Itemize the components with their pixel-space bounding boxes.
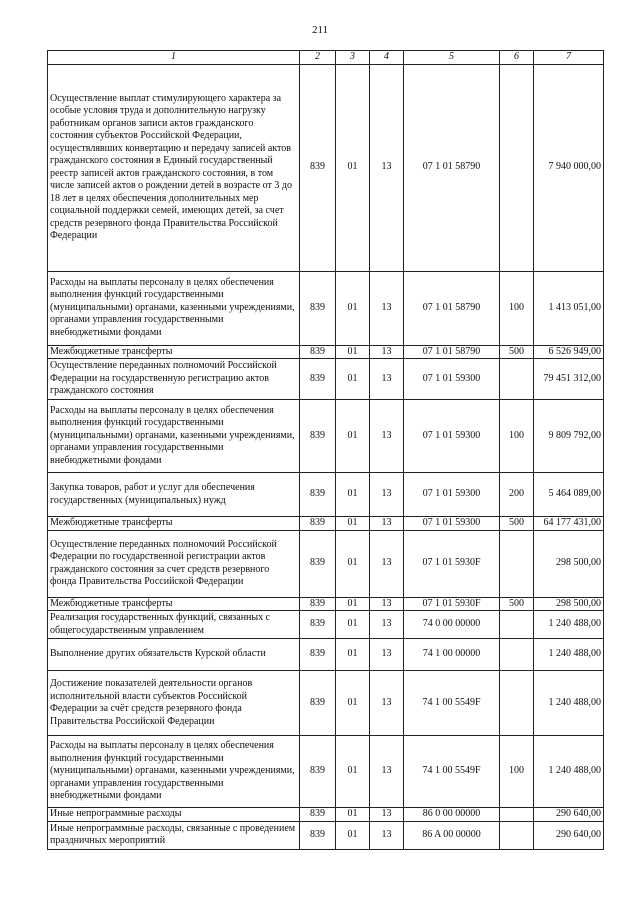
expense-type-code [500,671,534,736]
section-code: 01 [336,611,370,639]
item-name: Закупка товаров, работ и услуг для обеспечения государственных (муниципальных) нужд [48,473,300,517]
header-row [48,51,604,65]
table-row [48,597,604,611]
item-name: Межбюджетные трансферты [48,517,300,531]
expense-type-code: 100 [500,400,534,473]
header-cell: 2 [300,51,336,65]
table-row [48,671,604,736]
item-name: Реализация государственных функций, связанных с общегосударственным управлением [48,611,300,639]
section-code: 01 [336,821,370,849]
amount: 79 451 312,00 [534,359,604,400]
expense-type-code [500,639,534,671]
target-article-code: 86 A 00 00000 [404,821,500,849]
ministry-code: 839 [300,530,336,597]
ministry-code: 839 [300,736,336,808]
table-row [48,64,604,271]
expense-type-code [500,530,534,597]
target-article-code: 07 1 01 5930F [404,530,500,597]
section-code: 01 [336,271,370,345]
item-name: Иные непрограммные расходы, связанные с проведением праздничных мероприятий [48,821,300,849]
page-number: 211 [311,24,329,36]
ministry-code: 839 [300,808,336,822]
target-article-code: 07 1 01 58790 [404,345,500,359]
amount: 1 413 051,00 [534,271,604,345]
target-article-code: 07 1 01 58790 [404,271,500,345]
item-name: Осуществление переданных полномочий Российской Федерации на государственную регистрацию актов гражданского состояния [48,359,300,400]
target-article-code: 74 0 00 00000 [404,611,500,639]
item-name: Расходы на выплаты персоналу в целях обеспечения выполнения функций государственными (муниципальными) органами, казенными учреждениями, органами управления государственными внебюджетными фондами [48,736,300,808]
section-code: 01 [336,517,370,531]
subsection-code: 13 [370,530,404,597]
expense-type-code [500,821,534,849]
ministry-code: 839 [300,64,336,271]
item-name: Расходы на выплаты персоналу в целях обеспечения выполнения функций государственными (муниципальными) органами, казенными учреждениями, органами управления государственными внебюджетными фондами [48,271,300,345]
subsection-code: 13 [370,345,404,359]
subsection-code: 13 [370,64,404,271]
item-name: Межбюджетные трансферты [48,597,300,611]
subsection-code: 13 [370,473,404,517]
ministry-code: 839 [300,639,336,671]
ministry-code: 839 [300,271,336,345]
amount: 64 177 431,00 [534,517,604,531]
amount: 1 240 488,00 [534,639,604,671]
ministry-code: 839 [300,517,336,531]
expense-type-code [500,611,534,639]
ministry-code: 839 [300,671,336,736]
expense-type-code: 500 [500,597,534,611]
table-row [48,736,604,808]
budget-table [47,50,604,850]
expense-type-code: 100 [500,271,534,345]
target-article-code: 07 1 01 59300 [404,400,500,473]
expense-type-code [500,64,534,271]
target-article-code: 86 0 00 00000 [404,808,500,822]
table-row [48,271,604,345]
ministry-code: 839 [300,611,336,639]
header-cell: 3 [336,51,370,65]
subsection-code: 13 [370,639,404,671]
header-cell: 7 [534,51,604,65]
amount: 1 240 488,00 [534,736,604,808]
subsection-code: 13 [370,400,404,473]
item-name: Осуществление выплат стимулирующего характера за особые условия труда и дополнительную нагрузку работникам органов записи актов гражданского состояния субъектов Российской Федерации, осуществлявших конвертацию и передачу записей актов гражданского состояния в Единый государственный реестр записей актов гражданского состояния, в том числе записей актов о рождении детей в возрасте от 3 до 18 лет в целях обеспечения дополнительных мер социальной поддержки семей, имеющих детей, за счет средств резервного фонда Правительства Российской Федерации [48,64,300,271]
section-code: 01 [336,530,370,597]
ministry-code: 839 [300,345,336,359]
section-code: 01 [336,597,370,611]
item-name: Межбюджетные трансферты [48,345,300,359]
subsection-code: 13 [370,736,404,808]
header-cell: 4 [370,51,404,65]
subsection-code: 13 [370,271,404,345]
table-row [48,808,604,822]
amount: 6 526 949,00 [534,345,604,359]
amount: 290 640,00 [534,821,604,849]
table-row [48,821,604,849]
item-name: Иные непрограммные расходы [48,808,300,822]
expense-type-code: 500 [500,345,534,359]
target-article-code: 07 1 01 59300 [404,473,500,517]
subsection-code: 13 [370,821,404,849]
section-code: 01 [336,473,370,517]
amount: 1 240 488,00 [534,671,604,736]
header-cell: 5 [404,51,500,65]
expense-type-code: 100 [500,736,534,808]
item-name: Достижение показателей деятельности органов исполнительной власти субъектов Российской Федерации за счёт средств резервного фонда Правительства Российской Федерации [48,671,300,736]
amount: 1 240 488,00 [534,611,604,639]
subsection-code: 13 [370,611,404,639]
amount: 298 500,00 [534,530,604,597]
target-article-code: 07 1 01 58790 [404,64,500,271]
item-name: Осуществление переданных полномочий Российской Федерации по государственной регистрации актов гражданского состояния за счет средств резервного фонда Правительства Российской Федерации [48,530,300,597]
item-name: Расходы на выплаты персоналу в целях обеспечения выполнения функций государственными (муниципальными) органами, казенными учреждениями, органами управления государственными внебюджетными фондами [48,400,300,473]
target-article-code: 74 1 00 00000 [404,639,500,671]
table-row [48,473,604,517]
table-row [48,611,604,639]
table-row [48,359,604,400]
expense-type-code: 200 [500,473,534,517]
subsection-code: 13 [370,597,404,611]
amount: 298 500,00 [534,597,604,611]
amount: 5 464 089,00 [534,473,604,517]
amount: 9 809 792,00 [534,400,604,473]
table-row [48,639,604,671]
section-code: 01 [336,736,370,808]
target-article-code: 74 1 00 5549F [404,736,500,808]
section-code: 01 [336,64,370,271]
ministry-code: 839 [300,400,336,473]
target-article-code: 07 1 01 59300 [404,517,500,531]
expense-type-code: 500 [500,517,534,531]
ministry-code: 839 [300,359,336,400]
section-code: 01 [336,671,370,736]
target-article-code: 07 1 01 59300 [404,359,500,400]
section-code: 01 [336,808,370,822]
ministry-code: 839 [300,821,336,849]
expense-type-code [500,808,534,822]
ministry-code: 839 [300,473,336,517]
subsection-code: 13 [370,671,404,736]
section-code: 01 [336,345,370,359]
amount: 7 940 000,00 [534,64,604,271]
expense-type-code [500,359,534,400]
table-row [48,517,604,531]
table-row [48,530,604,597]
item-name: Выполнение других обязательств Курской области [48,639,300,671]
header-cell: 1 [48,51,300,65]
target-article-code: 74 1 00 5549F [404,671,500,736]
table-row [48,345,604,359]
header-cell: 6 [500,51,534,65]
amount: 290 640,00 [534,808,604,822]
section-code: 01 [336,359,370,400]
section-code: 01 [336,639,370,671]
table-row [48,400,604,473]
subsection-code: 13 [370,359,404,400]
subsection-code: 13 [370,808,404,822]
section-code: 01 [336,400,370,473]
subsection-code: 13 [370,517,404,531]
target-article-code: 07 1 01 5930F [404,597,500,611]
ministry-code: 839 [300,597,336,611]
